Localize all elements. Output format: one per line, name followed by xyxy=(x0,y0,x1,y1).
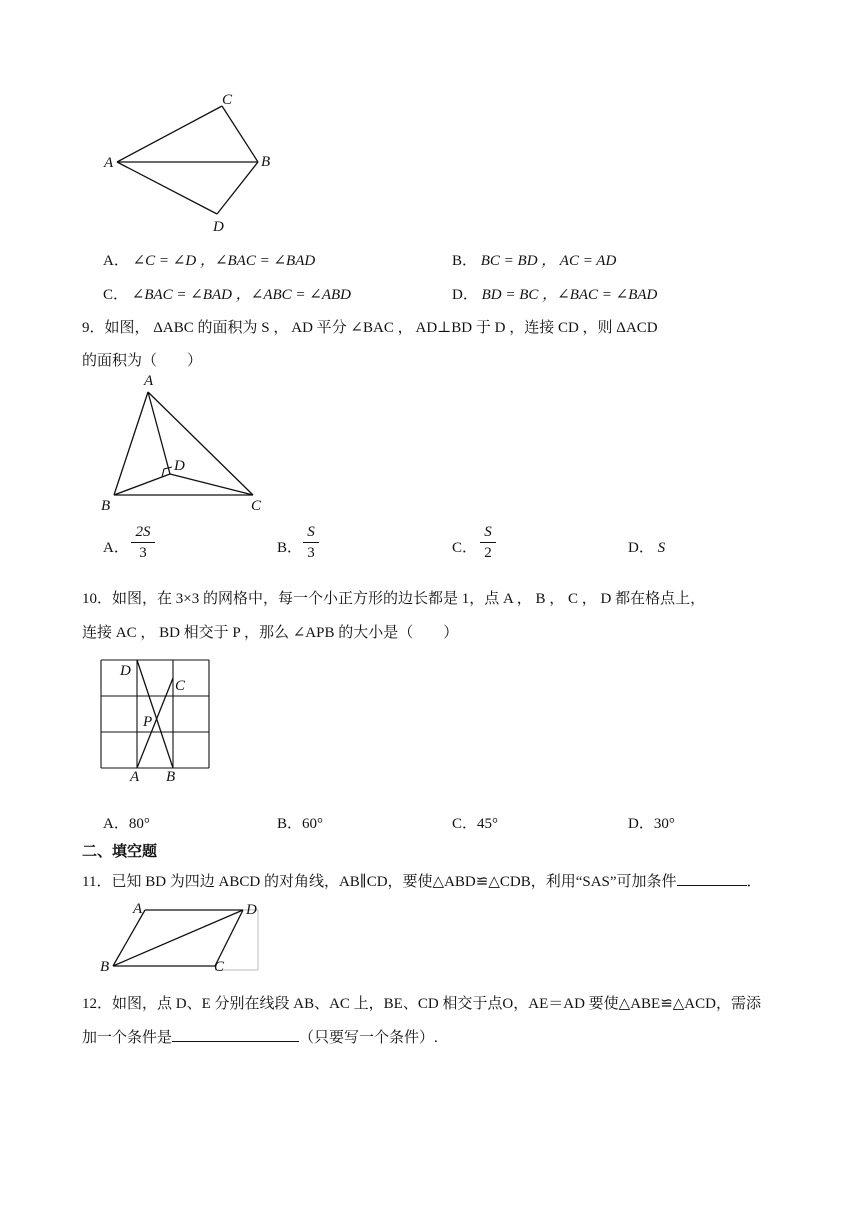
q12-line2: 加一个条件是 （只要写一个条件）. xyxy=(82,1026,438,1047)
q9-option-c-numerator: S xyxy=(484,524,492,540)
q8-label-b: B xyxy=(261,154,271,170)
q9-figure xyxy=(95,370,275,515)
q11-label-c: C xyxy=(214,959,225,975)
section-title-fill-in: 二、填空题 xyxy=(82,843,158,860)
q9-segment-ad xyxy=(148,392,170,474)
q11-answer-blank[interactable] xyxy=(677,870,747,886)
q10-option-a: A．80° xyxy=(103,816,150,832)
q11-text: 11．已知 BD 为四边 ABCD 的对角线，AB∥CD，要使△ABD≌△CDB，利用“SAS”可加条件 ． xyxy=(82,870,762,891)
q8-option-c: C． ∠BAC = ∠BAD ，∠ABC = ∠ABD xyxy=(103,287,352,303)
q8-option-b: B． BC = BD ， AC = AD xyxy=(452,253,617,269)
q8-label-a: A xyxy=(104,155,114,171)
q9-option-a-fraction xyxy=(131,523,155,562)
q11-question: 11．已知 BD 为四边 ABCD 的对角线，AB∥CD，要使△ABD≌△CDB，利用“SAS”可加条件 xyxy=(82,874,677,890)
q9-segment-ab xyxy=(114,392,148,495)
q10-line1: 10．如图，在 3×3 的网格中，每一个小正方形的边长都是 1，点 A ， B ， C ， D 都在格点上， xyxy=(82,591,706,607)
q9-option-b-label: B． xyxy=(277,540,303,556)
q11-label-d: D xyxy=(246,902,257,918)
q9-option-a-label: A． xyxy=(103,540,129,556)
q8-segment-cb xyxy=(222,106,258,162)
q9-segment-ac xyxy=(148,392,253,495)
q9-option-c-denominator: 2 xyxy=(484,545,492,561)
q10-option-b: B．60° xyxy=(277,816,324,832)
q9-option-a-denominator: 3 xyxy=(139,545,147,561)
q11-segment-bd xyxy=(113,910,243,966)
q10-label-c: C xyxy=(175,678,186,694)
q8-option-a: A． ∠C = ∠D ，∠BAC = ∠BAD xyxy=(103,253,316,269)
q10-line2: 连接 AC ， BD 相交于 P ，那么 ∠APB 的大小是（ ） xyxy=(82,625,459,641)
q9-line1: 9．如图， ΔABC 的面积为 S ， AD 平分 ∠BAC ， AD⊥BD 于 D ，连接 CD ，则 ΔACD xyxy=(82,320,658,336)
q9-option-c-fraction xyxy=(480,523,496,562)
q8-figure xyxy=(95,85,285,240)
q12-answer-blank[interactable] xyxy=(172,1026,299,1042)
q11-figure xyxy=(95,895,265,975)
q10-label-b: B xyxy=(166,769,176,785)
q9-option-b-fraction xyxy=(303,523,319,562)
q9-label-c: C xyxy=(251,498,262,514)
q10-label-p: P xyxy=(143,714,153,730)
q11-segment-ab xyxy=(113,910,145,966)
q9-label-d: D xyxy=(174,458,185,474)
q8-label-d: D xyxy=(213,219,224,235)
q9-label-b: B xyxy=(101,498,111,514)
q11-label-b: B xyxy=(100,959,110,975)
q8-label-c: C xyxy=(222,92,233,108)
q9-line2: 的面积为（ ） xyxy=(82,353,203,369)
q11-label-a: A xyxy=(133,901,143,917)
q10-label-a: A xyxy=(130,769,140,785)
q9-option-b-denominator: 3 xyxy=(307,545,315,561)
q8-segment-db xyxy=(217,162,258,214)
q10-grid-figure xyxy=(90,650,225,785)
q10-option-d: D．30° xyxy=(628,816,675,832)
q12-line1: 12．如图，点 D、E 分别在线段 AB、AC 上，BE、CD 相交于点O，AE＝AD 要使△ABE≌△ACD，需添 xyxy=(82,996,761,1012)
q9-segment-cd xyxy=(170,474,253,495)
q9-option-d: D． S xyxy=(628,540,666,556)
q9-label-a: A xyxy=(144,373,154,389)
q8-segment-ad xyxy=(117,162,217,214)
q8-segment-ac xyxy=(117,106,222,162)
q11-segment-cd xyxy=(215,910,243,966)
q9-option-c-label: C． xyxy=(452,540,478,556)
q9-segment-bd xyxy=(114,474,170,495)
q8-option-d: D． BD = BC ，∠BAC = ∠BAD xyxy=(452,287,658,303)
q10-label-d: D xyxy=(120,663,131,679)
q9-option-b-numerator: S xyxy=(307,524,315,540)
q9-option-a-numerator: 2S xyxy=(135,524,151,540)
q10-option-c: C．45° xyxy=(452,816,499,832)
